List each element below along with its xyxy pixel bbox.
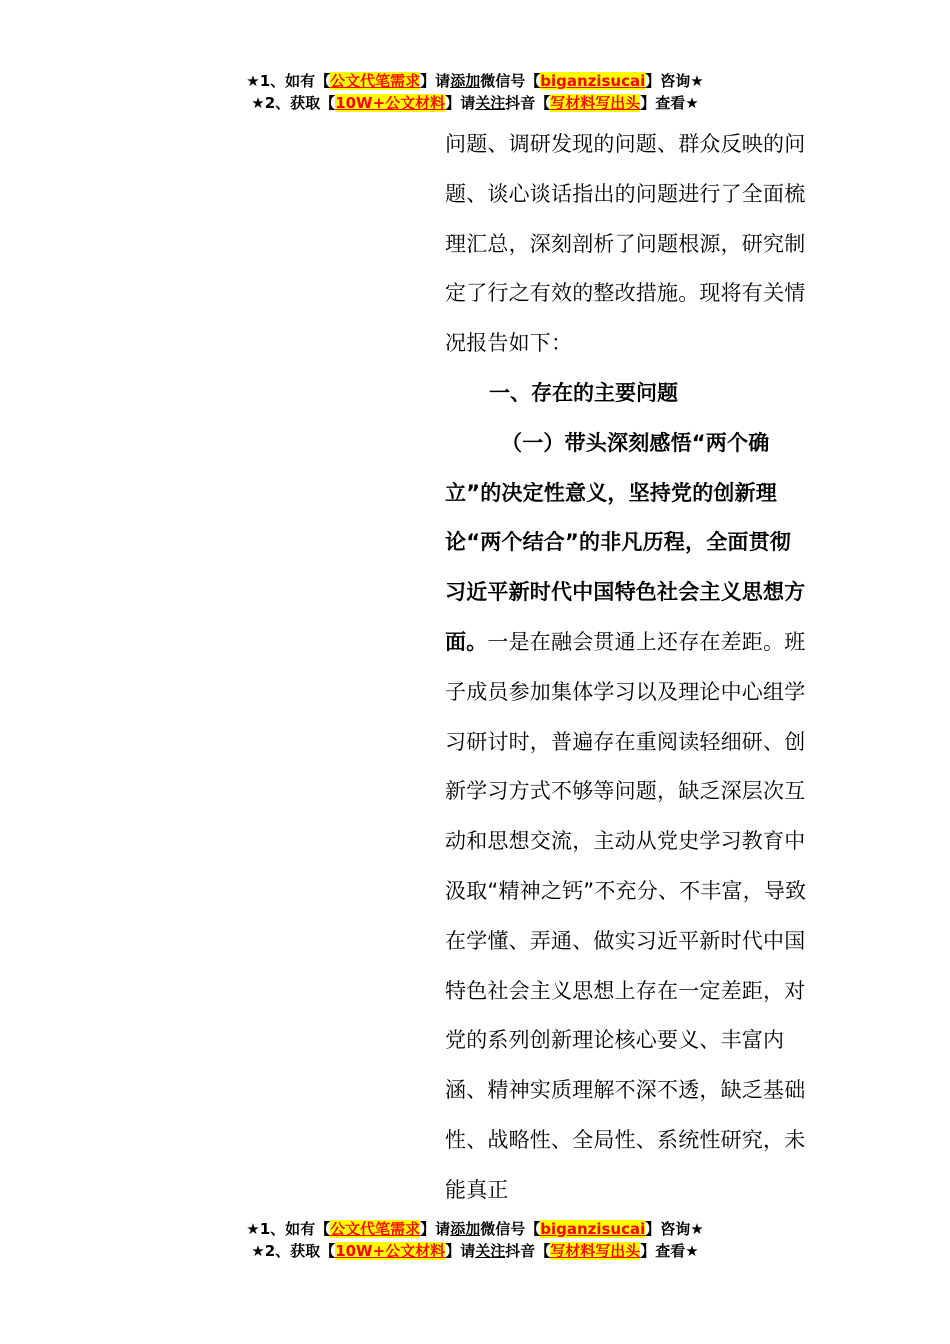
banner-line-1 bbox=[0, 70, 950, 92]
banner-highlight: biganzisucai bbox=[540, 1220, 646, 1238]
banner-underline: 添加 bbox=[450, 1220, 481, 1238]
document-body bbox=[445, 120, 810, 1216]
banner-text: ★1、如有【 bbox=[246, 1220, 331, 1238]
banner-text: 】查看★ bbox=[640, 94, 699, 112]
banner-highlight: 写材料写出头 bbox=[550, 94, 641, 112]
banner-underline: 关注 bbox=[475, 1242, 506, 1260]
banner-text: 抖音【 bbox=[505, 1242, 551, 1260]
subsection-text: 一是在融会贯通上还存在差距。班子成员参加集体学习以及理论中心组学习研讨时，普遍存在重阅读轻细研、创新学习方式不够等问题，缺乏深层次互动和思想交流，主动从党史学习教育中汲取“精神之钙”不充分、不丰富，导致在学懂、弄通、做实习近平新时代中国特色社会主义思想上存在一定差距，对党的系列创新理论核心要义、丰富内涵、精神实质理解不深不透，缺乏基础性、战略性、全局性、系统性研究，未能真正 bbox=[445, 629, 807, 1202]
banner-highlight: 公文代笔需求 bbox=[330, 72, 421, 90]
banner-highlight: biganzisucai bbox=[540, 72, 646, 90]
banner-highlight: 10W+公文材料 bbox=[335, 1242, 446, 1260]
section-heading: 一、存在的主要问题 bbox=[489, 380, 678, 405]
banner-highlight: 公文代笔需求 bbox=[330, 1220, 421, 1238]
subsection-paragraph bbox=[445, 419, 810, 1216]
banner-text: 微信号【 bbox=[480, 1220, 541, 1238]
banner-text: 微信号【 bbox=[480, 72, 541, 90]
banner-text: 】查看★ bbox=[640, 1242, 699, 1260]
header-banner bbox=[0, 70, 950, 114]
banner-line-1 bbox=[0, 1218, 950, 1240]
banner-highlight: 写材料写出头 bbox=[550, 1242, 641, 1260]
banner-text: 】请 bbox=[420, 1220, 451, 1238]
banner-text: 抖音【 bbox=[505, 94, 551, 112]
banner-underline: 添加 bbox=[450, 72, 481, 90]
footer-banner bbox=[0, 1218, 950, 1262]
banner-text: 】咨询★ bbox=[645, 72, 704, 90]
banner-text: 】咨询★ bbox=[645, 1220, 704, 1238]
banner-text: 】请 bbox=[445, 94, 476, 112]
banner-text: 】请 bbox=[420, 72, 451, 90]
banner-underline: 关注 bbox=[475, 94, 506, 112]
banner-text: ★2、获取【 bbox=[251, 1242, 336, 1260]
banner-text: ★2、获取【 bbox=[251, 94, 336, 112]
banner-line-2 bbox=[0, 1240, 950, 1262]
banner-text: ★1、如有【 bbox=[246, 72, 331, 90]
banner-text: 】请 bbox=[445, 1242, 476, 1260]
subsection-title: （一）带头深刻感悟“两个确立”的决定性意义，坚持党的创新理论“两个结合”的非凡历程，全面贯彻习近平新时代中国特色社会主义思想方面。 bbox=[445, 430, 806, 654]
intro-paragraph: 问题、调研发现的问题、群众反映的问题、谈心谈话指出的问题进行了全面梳理汇总，深刻剖析了问题根源，研究制定了行之有效的整改措施。现将有关情况报告如下： bbox=[445, 132, 806, 356]
banner-line-2 bbox=[0, 92, 950, 114]
banner-highlight: 10W+公文材料 bbox=[335, 94, 446, 112]
